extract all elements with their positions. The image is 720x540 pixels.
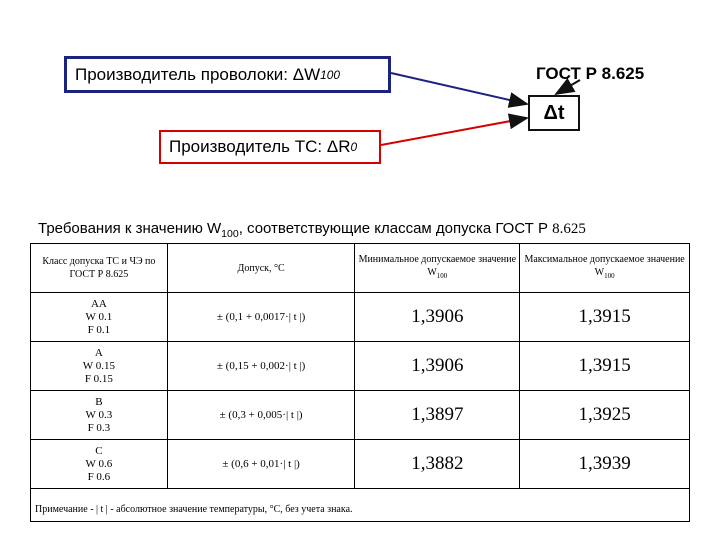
tc-box-text: Производитель ТС: ΔR [169,137,351,156]
class-line: A [94,346,103,359]
class-line: F 0.6 [87,470,111,483]
header-tolerance: Допуск, °С [167,244,355,293]
min-value-cell: 1,3897 [355,391,520,440]
min-value-cell: 1,3882 [355,440,520,489]
header-min [355,244,520,293]
max-value-cell: 1,3915 [520,342,690,391]
table-row [31,342,690,391]
class-cell [31,391,168,440]
wire-box-text: Производитель проволоки: ΔW [75,64,321,84]
wire-box-sub: 100 [320,67,340,82]
class-line: W 0.3 [85,408,113,421]
delta-t-text: Δt [543,101,565,124]
table-header-row [31,244,690,293]
class-line: W 0.1 [85,310,113,323]
table-title-num: 8.625 [552,221,586,237]
min-value-cell: 1,3906 [355,342,520,391]
header-max-text: Максимальное допускаемое значение W [524,254,685,278]
class-cell [31,342,168,391]
header-class: Класс допуска ТС и ЧЭ по ГОСТ Р 8.625 [31,244,168,293]
header-min-sub: 100 [436,272,448,280]
table-row [31,391,690,440]
tc-manufacturer-box [159,130,381,164]
wire-manufacturer-box [64,56,391,93]
tc-box-sub: 0 [350,140,358,154]
table-note: Примечание - | t | - абсолютное значение температуры, °С, без учета знака. [31,489,690,522]
tolerance-table [30,243,690,522]
tolerance-cell: ± (0,3 + 0,005·| t |) [167,391,355,440]
table-row [31,293,690,342]
wire-arrow [391,73,527,104]
class-line: F 0.1 [87,323,111,336]
header-max [520,244,690,293]
class-cell [31,440,168,489]
tolerance-cell: ± (0,6 + 0,01·| t |) [167,440,355,489]
class-line: AA [90,297,107,310]
header-max-sub: 100 [604,272,615,280]
max-value-cell: 1,3915 [520,293,690,342]
table-title-mid: , соответствующие классам допуска ГОСТ Р [238,220,553,237]
tc-arrow [381,118,527,145]
header-min-text: Минимальное допускаемое значение W [358,254,517,278]
delta-t-box [528,95,580,131]
table-title [38,220,586,240]
class-cell [31,293,168,342]
max-value-cell: 1,3925 [520,391,690,440]
class-line: B [95,395,103,408]
class-line: W 0.15 [82,359,115,372]
min-value-cell: 1,3906 [355,293,520,342]
table-title-pre: Требования к значению W [38,220,222,237]
tolerance-cell: ± (0,15 + 0,002·| t |) [167,342,355,391]
class-line: W 0.6 [85,457,113,470]
gost-label: ГОСТ Р 8.625 [536,64,645,83]
tolerance-cell: ± (0,1 + 0,0017·| t |) [167,293,355,342]
table-note-row [31,489,690,522]
table-row [31,440,690,489]
table-title-sub: 100 [221,228,239,240]
class-line: F 0.15 [84,372,113,385]
class-line: F 0.3 [87,421,111,434]
max-value-cell: 1,3939 [520,440,690,489]
class-line: C [95,444,103,457]
